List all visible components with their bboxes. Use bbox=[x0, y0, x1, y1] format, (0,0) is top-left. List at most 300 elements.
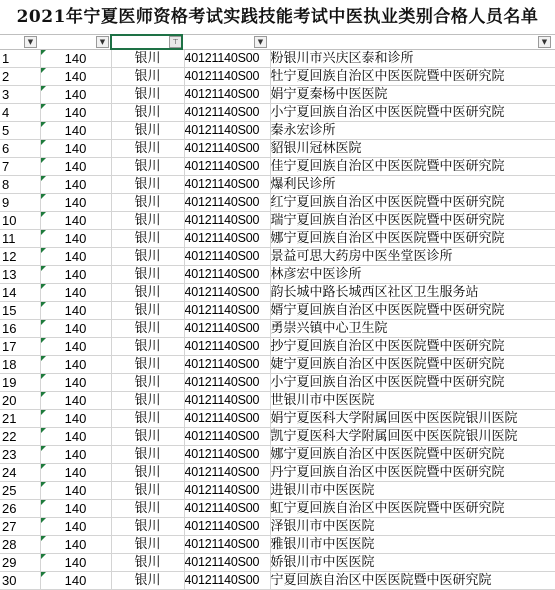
error-indicator-icon bbox=[41, 572, 46, 577]
id-cell-text: 40121140S00 bbox=[184, 123, 260, 137]
code-cell-text: 140 bbox=[64, 51, 87, 66]
unit-cell[interactable] bbox=[270, 50, 555, 68]
row-number-cell-text: 24 bbox=[2, 465, 17, 480]
unit-cell[interactable] bbox=[270, 302, 555, 320]
id-cell-text: 40121140S00 bbox=[184, 141, 260, 155]
unit-cell-text: 娜宁夏回族自治区中医医院暨中医研究院 bbox=[270, 231, 505, 246]
error-indicator-icon bbox=[41, 356, 46, 361]
unit-cell[interactable] bbox=[270, 86, 555, 104]
city-cell[interactable] bbox=[111, 536, 184, 554]
id-cell[interactable] bbox=[184, 158, 270, 176]
unit-cell-text: 牡宁夏回族自治区中医医院暨中医研究院 bbox=[270, 69, 505, 84]
row-number-cell-text: 13 bbox=[2, 267, 17, 282]
table-row bbox=[0, 572, 555, 590]
row-number-cell[interactable] bbox=[0, 482, 40, 500]
city-cell-text: 银川 bbox=[134, 555, 161, 570]
city-cell-text: 银川 bbox=[134, 159, 161, 174]
city-cell[interactable] bbox=[111, 194, 184, 212]
row-number-cell[interactable] bbox=[0, 248, 40, 266]
city-cell-text: 银川 bbox=[134, 69, 161, 84]
id-cell-text: 40121140S00 bbox=[184, 249, 260, 263]
code-cell[interactable] bbox=[40, 338, 111, 356]
table-row bbox=[0, 68, 555, 86]
dropdown-arrow-icon[interactable]: ▼ bbox=[96, 36, 109, 48]
table-row bbox=[0, 428, 555, 446]
city-cell-text: 银川 bbox=[134, 141, 161, 156]
error-indicator-icon bbox=[41, 194, 46, 199]
city-cell-text: 银川 bbox=[134, 465, 161, 480]
id-cell-text: 40121140S00 bbox=[184, 267, 260, 281]
code-cell[interactable] bbox=[40, 482, 111, 500]
id-cell[interactable] bbox=[184, 338, 270, 356]
unit-cell-text: 抄宁夏回族自治区中医医院暨中医研究院 bbox=[270, 339, 505, 354]
unit-cell[interactable] bbox=[270, 518, 555, 536]
id-cell[interactable] bbox=[184, 176, 270, 194]
city-cell-text: 银川 bbox=[134, 501, 161, 516]
code-cell[interactable] bbox=[40, 374, 111, 392]
id-cell-text: 40121140S00 bbox=[184, 357, 260, 371]
row-number-cell[interactable] bbox=[0, 212, 40, 230]
city-cell[interactable] bbox=[111, 500, 184, 518]
city-cell-text: 银川 bbox=[134, 375, 161, 390]
unit-cell-text: 小宁夏回族自治区中医医院暨中医研究院 bbox=[270, 375, 505, 390]
id-cell[interactable] bbox=[184, 446, 270, 464]
unit-cell[interactable] bbox=[270, 248, 555, 266]
code-cell[interactable] bbox=[40, 68, 111, 86]
id-cell[interactable] bbox=[184, 68, 270, 86]
id-cell[interactable] bbox=[184, 374, 270, 392]
city-cell[interactable] bbox=[111, 518, 184, 536]
city-cell-text: 银川 bbox=[134, 429, 161, 444]
code-cell[interactable] bbox=[40, 104, 111, 122]
id-cell[interactable] bbox=[184, 320, 270, 338]
row-number-cell-text: 7 bbox=[2, 159, 10, 174]
row-number-cell[interactable] bbox=[0, 176, 40, 194]
id-cell[interactable] bbox=[184, 104, 270, 122]
table-row bbox=[0, 374, 555, 392]
code-cell[interactable] bbox=[40, 140, 111, 158]
id-cell[interactable] bbox=[184, 572, 270, 590]
id-cell-text: 40121140S00 bbox=[184, 393, 260, 407]
error-indicator-icon bbox=[41, 464, 46, 469]
code-cell[interactable] bbox=[40, 464, 111, 482]
city-cell-text: 银川 bbox=[134, 447, 161, 462]
code-cell[interactable] bbox=[40, 392, 111, 410]
code-cell[interactable] bbox=[40, 122, 111, 140]
unit-cell[interactable] bbox=[270, 158, 555, 176]
code-cell[interactable] bbox=[40, 212, 111, 230]
city-cell[interactable] bbox=[111, 572, 184, 590]
id-cell-text: 40121140S00 bbox=[184, 465, 260, 479]
city-cell[interactable] bbox=[111, 266, 184, 284]
unit-cell[interactable] bbox=[270, 500, 555, 518]
id-cell[interactable] bbox=[184, 428, 270, 446]
city-cell-text: 银川 bbox=[134, 51, 161, 66]
code-cell[interactable] bbox=[40, 356, 111, 374]
id-cell-text: 40121140S00 bbox=[184, 429, 260, 443]
city-cell-text: 银川 bbox=[134, 123, 161, 138]
row-number-cell[interactable] bbox=[0, 428, 40, 446]
error-indicator-icon bbox=[41, 50, 46, 55]
code-cell[interactable] bbox=[40, 230, 111, 248]
table-row bbox=[0, 230, 555, 248]
row-number-cell-text: 14 bbox=[2, 285, 17, 300]
error-indicator-icon bbox=[41, 248, 46, 253]
city-cell[interactable] bbox=[111, 284, 184, 302]
city-cell[interactable] bbox=[111, 464, 184, 482]
city-cell[interactable] bbox=[111, 50, 184, 68]
city-cell-text: 银川 bbox=[134, 285, 161, 300]
city-cell-text: 银川 bbox=[134, 303, 161, 318]
table-row bbox=[0, 212, 555, 230]
id-cell-text: 40121140S00 bbox=[184, 69, 260, 83]
id-cell[interactable] bbox=[184, 302, 270, 320]
unit-cell[interactable] bbox=[270, 104, 555, 122]
code-cell-text: 140 bbox=[64, 213, 87, 228]
table-row bbox=[0, 176, 555, 194]
row-number-cell[interactable] bbox=[0, 518, 40, 536]
row-number-cell-text: 10 bbox=[2, 213, 17, 228]
id-cell[interactable] bbox=[184, 194, 270, 212]
city-cell[interactable] bbox=[111, 410, 184, 428]
code-cell-text: 140 bbox=[64, 231, 87, 246]
sheet-title: 2021年宁夏医师资格考试实践技能考试中医执业类别合格人员名单 bbox=[16, 7, 539, 27]
code-cell-text: 140 bbox=[64, 141, 87, 156]
id-cell-text: 40121140S00 bbox=[184, 105, 260, 119]
row-number-cell[interactable] bbox=[0, 104, 40, 122]
city-cell[interactable] bbox=[111, 158, 184, 176]
row-number-cell[interactable] bbox=[0, 500, 40, 518]
row-number-cell[interactable] bbox=[0, 86, 40, 104]
city-cell-text: 银川 bbox=[134, 573, 161, 588]
unit-cell[interactable] bbox=[270, 428, 555, 446]
city-cell[interactable] bbox=[111, 230, 184, 248]
id-cell-text: 40121140S00 bbox=[184, 51, 260, 65]
table-row bbox=[0, 500, 555, 518]
city-cell[interactable] bbox=[111, 176, 184, 194]
code-cell-text: 140 bbox=[64, 555, 87, 570]
row-number-cell[interactable] bbox=[0, 158, 40, 176]
row-number-cell[interactable] bbox=[0, 284, 40, 302]
error-indicator-icon bbox=[41, 518, 46, 523]
unit-cell[interactable] bbox=[270, 392, 555, 410]
row-number-cell-text: 23 bbox=[2, 447, 17, 462]
id-cell[interactable] bbox=[184, 392, 270, 410]
unit-cell[interactable] bbox=[270, 572, 555, 590]
unit-cell-text: 爆利民诊所 bbox=[270, 177, 336, 192]
code-cell-text: 140 bbox=[64, 375, 87, 390]
row-number-cell-text: 2 bbox=[2, 69, 10, 84]
city-cell-text: 银川 bbox=[134, 231, 161, 246]
code-cell[interactable] bbox=[40, 176, 111, 194]
table-row bbox=[0, 320, 555, 338]
code-cell[interactable] bbox=[40, 86, 111, 104]
row-number-cell-text: 6 bbox=[2, 141, 10, 156]
row-number-cell-text: 29 bbox=[2, 555, 17, 570]
unit-cell-text: 韵长城中路长城西区社区卫生服务站 bbox=[270, 285, 479, 300]
id-cell-text: 40121140S00 bbox=[184, 411, 260, 425]
error-indicator-icon bbox=[41, 428, 46, 433]
error-indicator-icon bbox=[41, 374, 46, 379]
dropdown-arrow-icon[interactable]: ▼ bbox=[254, 36, 267, 48]
row-number-cell-text: 22 bbox=[2, 429, 17, 444]
id-cell[interactable] bbox=[184, 410, 270, 428]
unit-cell[interactable] bbox=[270, 446, 555, 464]
table-row bbox=[0, 392, 555, 410]
city-cell-text: 银川 bbox=[134, 411, 161, 426]
city-cell-text: 银川 bbox=[134, 357, 161, 372]
city-cell[interactable] bbox=[111, 104, 184, 122]
city-cell-text: 银川 bbox=[134, 339, 161, 354]
unit-cell[interactable] bbox=[270, 374, 555, 392]
table-row bbox=[0, 104, 555, 122]
city-cell[interactable] bbox=[111, 392, 184, 410]
row-number-cell[interactable] bbox=[0, 410, 40, 428]
code-cell[interactable] bbox=[40, 50, 111, 68]
selected-cell-outline bbox=[110, 34, 183, 50]
row-number-cell[interactable] bbox=[0, 464, 40, 482]
city-cell[interactable] bbox=[111, 446, 184, 464]
error-indicator-icon bbox=[41, 104, 46, 109]
code-cell[interactable] bbox=[40, 446, 111, 464]
id-cell-text: 40121140S00 bbox=[184, 573, 260, 587]
row-number-cell[interactable] bbox=[0, 302, 40, 320]
unit-cell[interactable] bbox=[270, 410, 555, 428]
unit-cell-text: 娇银川市中医医院 bbox=[270, 555, 375, 570]
unit-cell[interactable] bbox=[270, 212, 555, 230]
code-cell-text: 140 bbox=[64, 447, 87, 462]
id-cell[interactable] bbox=[184, 464, 270, 482]
city-cell-text: 银川 bbox=[134, 87, 161, 102]
row-number-cell[interactable] bbox=[0, 446, 40, 464]
code-cell-text: 140 bbox=[64, 321, 87, 336]
row-number-cell-text: 12 bbox=[2, 249, 17, 264]
row-number-cell[interactable] bbox=[0, 68, 40, 86]
unit-cell-text: 娟宁夏秦杨中医医院 bbox=[270, 87, 388, 102]
row-number-cell-text: 5 bbox=[2, 123, 10, 138]
row-number-cell-text: 28 bbox=[2, 537, 17, 552]
unit-cell[interactable] bbox=[270, 266, 555, 284]
city-cell[interactable] bbox=[111, 122, 184, 140]
city-cell[interactable] bbox=[111, 320, 184, 338]
table-row bbox=[0, 554, 555, 572]
id-cell[interactable] bbox=[184, 554, 270, 572]
city-cell-text: 银川 bbox=[134, 321, 161, 336]
city-cell[interactable] bbox=[111, 338, 184, 356]
id-cell-text: 40121140S00 bbox=[184, 555, 260, 569]
unit-cell-text: 勇崇兴镇中心卫生院 bbox=[270, 321, 388, 336]
unit-cell-text: 林彦宏中医诊所 bbox=[270, 267, 362, 282]
unit-cell-text: 景益可思大药房中医坐堂医诊所 bbox=[270, 249, 453, 264]
row-number-cell[interactable] bbox=[0, 194, 40, 212]
id-cell[interactable] bbox=[184, 482, 270, 500]
unit-cell-text: 娜宁夏回族自治区中医医院暨中医研究院 bbox=[270, 447, 505, 462]
error-indicator-icon bbox=[41, 86, 46, 91]
id-cell[interactable] bbox=[184, 500, 270, 518]
city-cell-text: 银川 bbox=[134, 537, 161, 552]
row-number-cell-text: 1 bbox=[2, 51, 10, 66]
row-number-cell[interactable] bbox=[0, 572, 40, 590]
row-number-cell-text: 11 bbox=[2, 231, 16, 246]
id-cell[interactable] bbox=[184, 284, 270, 302]
code-cell-text: 140 bbox=[64, 501, 87, 516]
unit-cell[interactable] bbox=[270, 464, 555, 482]
code-cell[interactable] bbox=[40, 428, 111, 446]
row-number-cell[interactable] bbox=[0, 554, 40, 572]
city-cell-text: 银川 bbox=[134, 105, 161, 120]
unit-cell[interactable] bbox=[270, 140, 555, 158]
id-cell[interactable] bbox=[184, 230, 270, 248]
id-cell[interactable] bbox=[184, 86, 270, 104]
unit-cell[interactable] bbox=[270, 194, 555, 212]
city-cell[interactable] bbox=[111, 428, 184, 446]
city-cell-text: 银川 bbox=[134, 519, 161, 534]
code-cell[interactable] bbox=[40, 572, 111, 590]
code-cell[interactable] bbox=[40, 320, 111, 338]
city-cell[interactable] bbox=[111, 140, 184, 158]
code-cell[interactable] bbox=[40, 500, 111, 518]
row-number-cell[interactable] bbox=[0, 338, 40, 356]
city-cell[interactable] bbox=[111, 302, 184, 320]
code-cell[interactable] bbox=[40, 410, 111, 428]
row-number-cell[interactable] bbox=[0, 140, 40, 158]
unit-cell[interactable] bbox=[270, 536, 555, 554]
id-cell-text: 40121140S00 bbox=[184, 177, 260, 191]
code-cell[interactable] bbox=[40, 194, 111, 212]
unit-cell[interactable] bbox=[270, 68, 555, 86]
table-row bbox=[0, 446, 555, 464]
id-cell-text: 40121140S00 bbox=[184, 375, 260, 389]
code-cell-text: 140 bbox=[64, 87, 87, 102]
code-cell-text: 140 bbox=[64, 483, 87, 498]
error-indicator-icon bbox=[41, 554, 46, 559]
unit-cell[interactable] bbox=[270, 122, 555, 140]
code-cell-text: 140 bbox=[64, 429, 87, 444]
city-cell[interactable] bbox=[111, 212, 184, 230]
row-number-cell[interactable] bbox=[0, 356, 40, 374]
city-cell[interactable] bbox=[111, 482, 184, 500]
code-cell[interactable] bbox=[40, 284, 111, 302]
code-cell-text: 140 bbox=[64, 249, 87, 264]
code-cell[interactable] bbox=[40, 302, 111, 320]
row-number-cell[interactable] bbox=[0, 50, 40, 68]
row-number-cell-text: 3 bbox=[2, 87, 10, 102]
row-number-cell[interactable] bbox=[0, 122, 40, 140]
code-cell[interactable] bbox=[40, 518, 111, 536]
id-cell[interactable] bbox=[184, 356, 270, 374]
city-cell[interactable] bbox=[111, 68, 184, 86]
table-row bbox=[0, 356, 555, 374]
code-cell[interactable] bbox=[40, 248, 111, 266]
code-cell-text: 140 bbox=[64, 411, 87, 426]
error-indicator-icon bbox=[41, 140, 46, 145]
id-cell[interactable] bbox=[184, 518, 270, 536]
row-number-cell-text: 27 bbox=[2, 519, 17, 534]
row-number-cell-text: 20 bbox=[2, 393, 17, 408]
unit-cell-text: 雅银川市中医医院 bbox=[270, 537, 375, 552]
id-cell[interactable] bbox=[184, 266, 270, 284]
row-number-cell[interactable] bbox=[0, 266, 40, 284]
id-cell[interactable] bbox=[184, 212, 270, 230]
table-row bbox=[0, 284, 555, 302]
code-cell[interactable] bbox=[40, 536, 111, 554]
row-number-cell[interactable] bbox=[0, 374, 40, 392]
error-indicator-icon bbox=[41, 176, 46, 181]
unit-cell-text: 凯宁夏医科大学附属回医中医医院银川医院 bbox=[270, 429, 518, 444]
city-cell-text: 银川 bbox=[134, 195, 161, 210]
unit-cell-text: 娟宁夏医科大学附属回医中医医院银川医院 bbox=[270, 411, 518, 426]
table-row bbox=[0, 266, 555, 284]
row-number-cell-text: 4 bbox=[2, 105, 10, 120]
dropdown-arrow-icon[interactable]: ▼ bbox=[24, 36, 37, 48]
unit-cell[interactable] bbox=[270, 554, 555, 572]
code-cell[interactable] bbox=[40, 554, 111, 572]
id-cell[interactable] bbox=[184, 122, 270, 140]
autofilter-header-row bbox=[0, 34, 555, 50]
city-cell[interactable] bbox=[111, 356, 184, 374]
unit-cell[interactable] bbox=[270, 320, 555, 338]
unit-cell-text: 粉银川市兴庆区泰和诊所 bbox=[270, 51, 414, 66]
table-row bbox=[0, 248, 555, 266]
id-cell[interactable] bbox=[184, 50, 270, 68]
code-cell[interactable] bbox=[40, 266, 111, 284]
unit-cell[interactable] bbox=[270, 230, 555, 248]
unit-cell[interactable] bbox=[270, 338, 555, 356]
row-number-cell[interactable] bbox=[0, 230, 40, 248]
row-number-cell[interactable] bbox=[0, 536, 40, 554]
row-number-cell-text: 25 bbox=[2, 483, 17, 498]
row-number-cell-text: 18 bbox=[2, 357, 17, 372]
code-cell-text: 140 bbox=[64, 159, 87, 174]
code-cell-text: 140 bbox=[64, 339, 87, 354]
city-cell-text: 银川 bbox=[134, 213, 161, 228]
unit-cell-text: 秦永宏诊所 bbox=[270, 123, 336, 138]
filter-funnel-icon[interactable]: ⊤ bbox=[169, 36, 182, 48]
unit-cell-text: 小宁夏回族自治区中医医院暨中医研究院 bbox=[270, 105, 505, 120]
id-cell-text: 40121140S00 bbox=[184, 285, 260, 299]
table-row bbox=[0, 338, 555, 356]
row-number-cell[interactable] bbox=[0, 320, 40, 338]
id-cell-text: 40121140S00 bbox=[184, 339, 260, 353]
error-indicator-icon bbox=[41, 230, 46, 235]
id-cell[interactable] bbox=[184, 140, 270, 158]
unit-cell-text: 进银川市中医医院 bbox=[270, 483, 375, 498]
id-cell[interactable] bbox=[184, 248, 270, 266]
unit-cell[interactable] bbox=[270, 284, 555, 302]
row-number-cell[interactable] bbox=[0, 392, 40, 410]
unit-cell[interactable] bbox=[270, 356, 555, 374]
unit-cell[interactable] bbox=[270, 482, 555, 500]
city-cell[interactable] bbox=[111, 554, 184, 572]
city-cell[interactable] bbox=[111, 86, 184, 104]
city-cell[interactable] bbox=[111, 248, 184, 266]
row-number-cell-text: 9 bbox=[2, 195, 10, 210]
code-cell[interactable] bbox=[40, 158, 111, 176]
unit-cell-text: 世银川市中医医院 bbox=[270, 393, 375, 408]
city-cell-text: 银川 bbox=[134, 483, 161, 498]
error-indicator-icon bbox=[41, 536, 46, 541]
dropdown-arrow-icon[interactable]: ▼ bbox=[538, 36, 551, 48]
results-table bbox=[0, 50, 555, 590]
row-number-cell-text: 19 bbox=[2, 375, 17, 390]
id-cell[interactable] bbox=[184, 536, 270, 554]
city-cell[interactable] bbox=[111, 374, 184, 392]
unit-cell[interactable] bbox=[270, 176, 555, 194]
table-row bbox=[0, 86, 555, 104]
error-indicator-icon bbox=[41, 212, 46, 217]
id-cell-text: 40121140S00 bbox=[184, 195, 260, 209]
code-cell-text: 140 bbox=[64, 465, 87, 480]
